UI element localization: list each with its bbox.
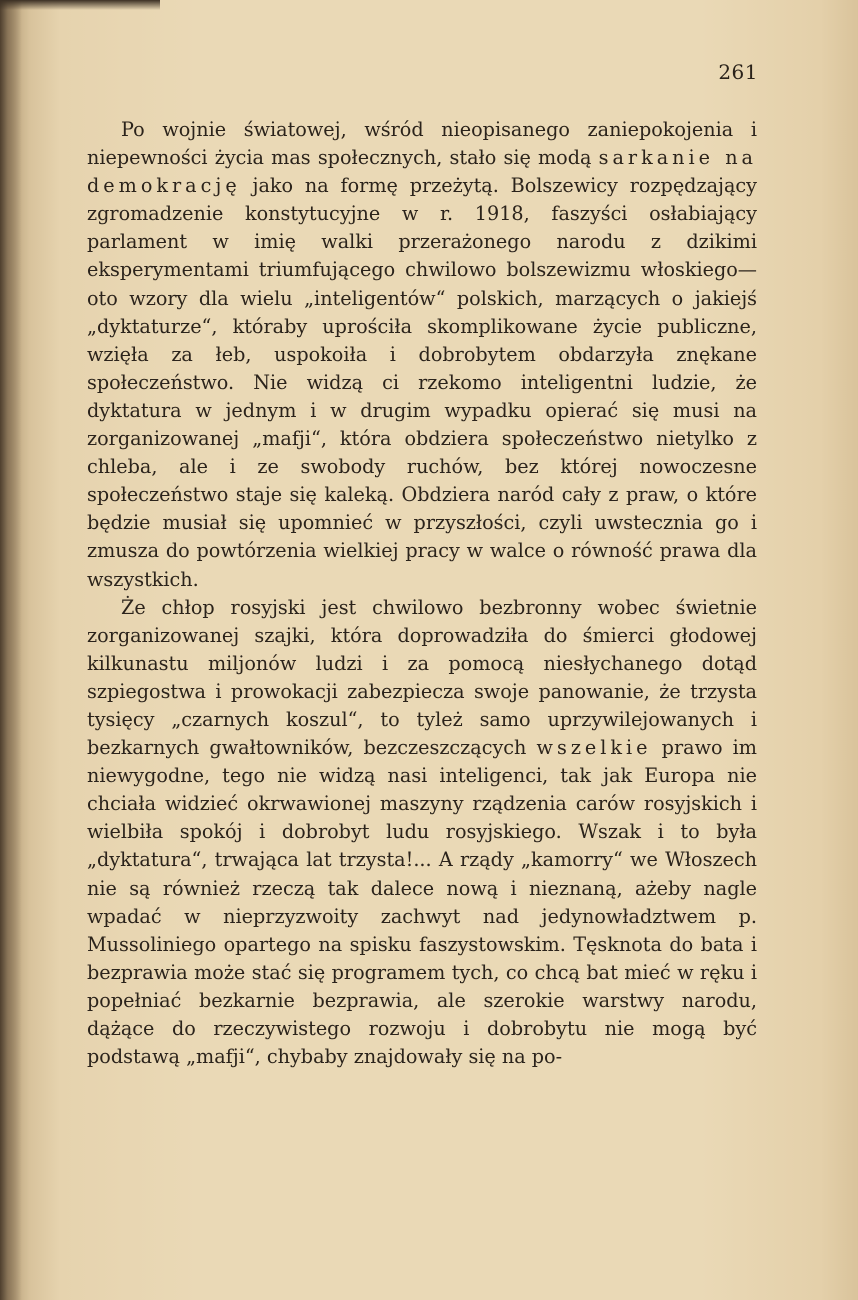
body-text xyxy=(87,116,757,1071)
paragraph-2-text-b: prawo im niewygodne, tego nie widzą nasi inteligenci, tak jak Europa nie chciała widzieć okrwawionej maszyny rządzenia carów rosyjskich i wielbiła spokój i dobrobyt ludu rosyjskiego. Wszak i to była „dyktatura“, trwająca lat trzysta!... A rządy „kamorry“ we Włoszech nie są również rzeczą tak dalece nową i nieznaną, ażeby nagle wpadać w nieprzyzwoity zachwyt nad jedynowładztwem p. Mussoliniego opartego na spisku faszystowskim. Tęsknota do bata i bezprawia może stać się programem tych, co chcą bat mieć w ręku i popełniać bezkarnie bezprawia, ale szerokie warstwy narodu, dążące do rzeczywistego rozwoju i dobrobytu nie mogą być podstawą „mafji“, chybaby znajdowały się na po- xyxy=(87,736,758,1069)
paragraph-2-text-a: Że chłop rosyjski jest chwilowo bezbronny wobec świetnie zorganizowanej szajki, która doprowadziła do śmierci głodowej kilkunastu miljonów ludzi i za pomocą niesłychanego dotąd szpiegostwa i prowokacji zabezpiecza swoje panowanie, że trzysta tysięcy „czarnych koszul“, to tyleż samo uprzywilejowanych i bezkarnych gwałtowników, bezczeszczących xyxy=(87,595,757,760)
paragraph-1 xyxy=(87,116,757,594)
spaced-emphasis-wszelkie: wszelkie xyxy=(536,736,652,760)
paragraph-1-text-a: Po wojnie światowej, wśród nieopisanego zaniepokojenia i niepewności życia mas społecznych, stało się modą xyxy=(87,118,757,170)
spaced-emphasis-sarkanie: sarkanie na demokrację xyxy=(87,146,757,198)
paragraph-1-text-b: jako na formę przeżytą. Bolszewicy rozpędzający zgromadzenie konstytucyjne w r. 1918, faszyści osłabiający parlament w imię walki przerażonego narodu z dzikimi eksperymentami triumfującego chwilowo bolszewizmu włoskiego—oto wzory dla wielu „inteligentów“ polskich, marzących o jakiejś „dyktaturze“, któraby uprościła skomplikowane życie publiczne, wzięła za łeb, uspokoiła i dobrobytem obdarzyła znękane społeczeństwo. Nie widzą ci rzekomo inteligentni ludzie, że dyktatura w jednym i w drugim wypadku opierać się musi na zorganizowanej „mafji“, która obdziera społeczeństwo nietylko z chleba, ale i ze swobody ruchów, bez której nowoczesne społeczeństwo staje się kaleką. Obdziera naród cały z praw, o które będzie musiał się upomnieć w przyszłości, czyli uwstecznia go i zmusza do powtórzenia wielkiej pracy w walce o równość prawa dla wszystkich. xyxy=(87,174,757,591)
page-number: 261 xyxy=(718,60,758,84)
binding-shadow xyxy=(0,0,22,1300)
paragraph-2 xyxy=(87,594,757,1072)
top-edge-shadow xyxy=(0,0,160,10)
